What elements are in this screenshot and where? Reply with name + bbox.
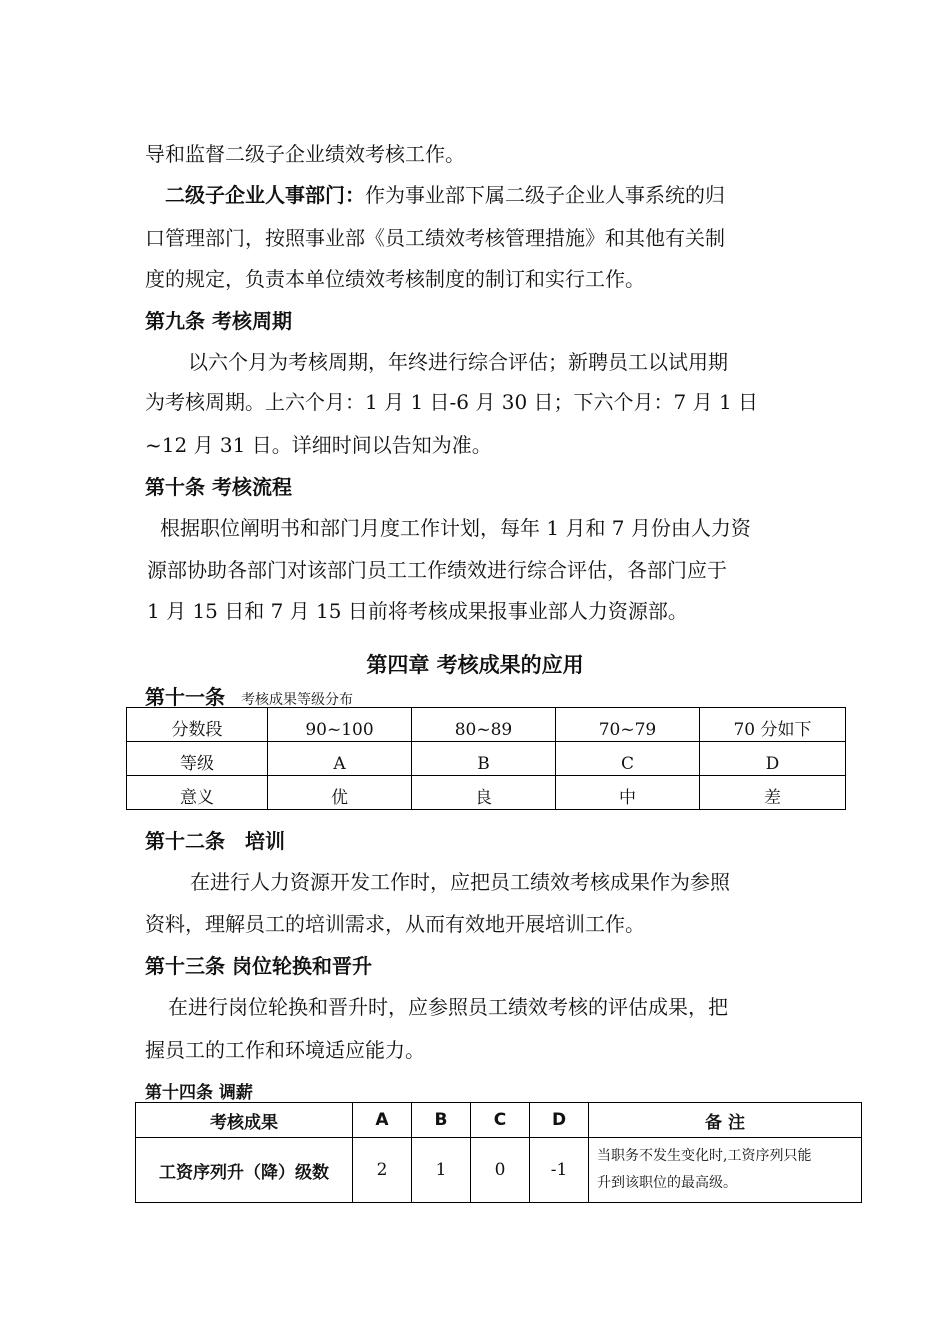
table-cell: 90~100 <box>268 708 412 742</box>
note-line: 升到该职位的最高级。 <box>597 1175 737 1191</box>
table-header-row <box>136 1103 862 1138</box>
paragraph-line: 导和监督二级子企业绩效考核工作。 <box>145 142 465 166</box>
table-header-cell: D <box>530 1103 589 1138</box>
table-cell: -1 <box>530 1138 589 1203</box>
article-heading: 第九条 考核周期 <box>145 309 292 333</box>
table-cell: B <box>412 742 556 776</box>
paragraph-line <box>165 181 725 209</box>
paragraph-line: 1 月 15 日和 7 月 15 日前将考核成果报事业部人力资源部。 <box>147 599 688 623</box>
table-cell: 差 <box>700 776 846 810</box>
note-cell <box>589 1138 862 1203</box>
paragraph-line: 为考核周期。上六个月：1 月 1 日-6 月 30 日；下六个月：7 月 1 日 <box>145 390 759 414</box>
paragraph-text: 作为事业部下属二级子企业人事系统的归 <box>365 183 725 207</box>
table-cell: 良 <box>412 776 556 810</box>
table-cell: A <box>268 742 412 776</box>
table-row <box>136 1138 862 1203</box>
table-row <box>127 776 846 810</box>
table-cell: 80~89 <box>412 708 556 742</box>
table-cell: 2 <box>353 1138 412 1203</box>
chapter-title: 第四章 考核成果的应用 <box>366 653 584 677</box>
paragraph-line: 口管理部门，按照事业部《员工绩效考核管理措施》和其他有关制 <box>145 226 725 250</box>
table-header-cell: 备 注 <box>589 1103 862 1138</box>
table-row <box>127 742 846 776</box>
paragraph-line: 根据职位阐明书和部门月度工作计划，每年 1 月和 7 月份由人力资 <box>160 516 751 540</box>
table-cell: 分数段 <box>127 708 268 742</box>
grade-distribution-table <box>126 707 846 810</box>
article-heading: 第十二条 培训 <box>145 829 285 853</box>
table-header-cell: B <box>412 1103 471 1138</box>
table-cell: 70~79 <box>556 708 700 742</box>
article-heading: 第十四条 调薪 <box>145 1083 253 1103</box>
article-heading: 第十三条 岗位轮换和晋升 <box>145 954 372 978</box>
paragraph-line: ~12 月 31 日。详细时间以告知为准。 <box>145 433 492 457</box>
paragraph-line: 握员工的工作和环境适应能力。 <box>145 1038 425 1062</box>
table-cell: 1 <box>412 1138 471 1203</box>
article-number: 第十一条 <box>145 685 225 709</box>
role-label: 二级子企业人事部门： <box>165 183 365 207</box>
table-cell: 0 <box>471 1138 530 1203</box>
article-heading: 第十条 考核流程 <box>145 475 292 499</box>
table-cell: D <box>700 742 846 776</box>
table-cell: 意义 <box>127 776 268 810</box>
table-header-cell: A <box>353 1103 412 1138</box>
table-header-cell: C <box>471 1103 530 1138</box>
paragraph-line: 源部协助各部门对该部门员工工作绩效进行综合评估，各部门应于 <box>147 558 727 582</box>
paragraph-line: 在进行人力资源开发工作时，应把员工绩效考核成果作为参照 <box>190 870 730 894</box>
table-cell: 等级 <box>127 742 268 776</box>
table-cell: 优 <box>268 776 412 810</box>
paragraph-line: 度的规定，负责本单位绩效考核制度的制订和实行工作。 <box>145 267 645 291</box>
table-cell: 工资序列升（降）级数 <box>136 1138 353 1203</box>
paragraph-line: 以六个月为考核周期，年终进行综合评估；新聘员工以试用期 <box>188 350 728 374</box>
note-line: 当职务不发生变化时,工资序列只能 <box>597 1148 812 1164</box>
salary-adjustment-table <box>135 1102 862 1203</box>
table-cell: C <box>556 742 700 776</box>
table-header-cell: 考核成果 <box>136 1103 353 1138</box>
paragraph-line: 在进行岗位轮换和晋升时，应参照员工绩效考核的评估成果，把 <box>168 995 728 1019</box>
table-cell: 中 <box>556 776 700 810</box>
article-subtitle: 考核成果等级分布 <box>241 692 353 708</box>
table-row <box>127 708 846 742</box>
paragraph-line: 资料，理解员工的培训需求，从而有效地开展培训工作。 <box>145 912 645 936</box>
table-cell: 70 分如下 <box>700 708 846 742</box>
